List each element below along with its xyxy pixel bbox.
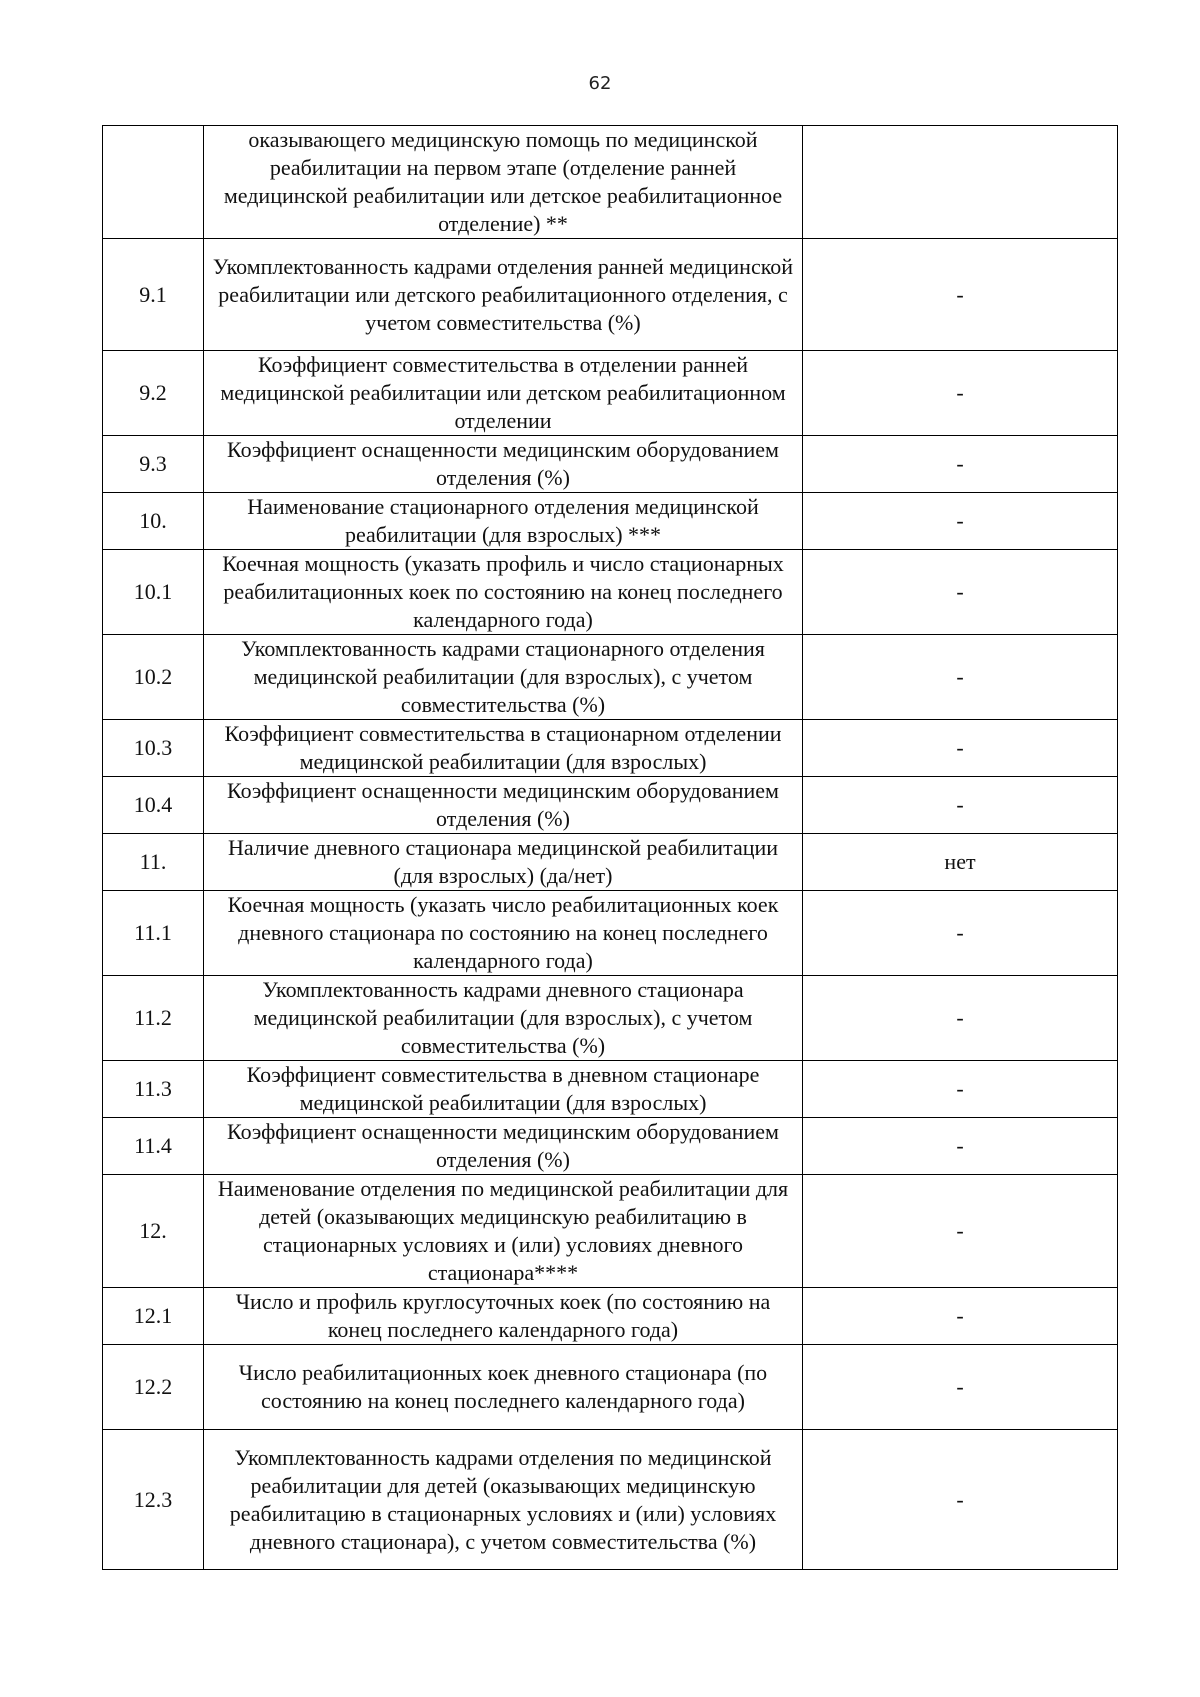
row-description: Укомплектованность кадрами отделения ранней медицинской реабилитации или детского реабилитационного отделения, с учетом совместительства (%) <box>204 239 803 351</box>
table-row <box>103 635 1118 720</box>
page-number: 62 <box>588 73 612 94</box>
row-value: - <box>803 891 1118 976</box>
table-row <box>103 720 1118 777</box>
row-description: оказывающего медицинскую помощь по медицинской реабилитации на первом этапе (отделение ранней медицинской реабилитации или детское реабилитационное отделение) ** <box>204 126 803 239</box>
row-description: Укомплектованность кадрами дневного стационара медицинской реабилитации (для взрослых), с учетом совместительства (%) <box>204 976 803 1061</box>
table-row <box>103 126 1118 239</box>
row-value: - <box>803 1061 1118 1118</box>
row-description: Коечная мощность (указать число реабилитационных коек дневного стационара по состоянию на конец последнего календарного года) <box>204 891 803 976</box>
row-number: 10.4 <box>103 777 204 834</box>
table-row <box>103 976 1118 1061</box>
row-description: Коэффициент оснащенности медицинским оборудованием отделения (%) <box>204 1118 803 1175</box>
row-number: 12.1 <box>103 1288 204 1345</box>
row-description: Коэффициент совместительства в отделении ранней медицинской реабилитации или детском реабилитационном отделении <box>204 351 803 436</box>
row-number: 11. <box>103 834 204 891</box>
row-number: 10.2 <box>103 635 204 720</box>
row-description: Наименование стационарного отделения медицинской реабилитации (для взрослых) *** <box>204 493 803 550</box>
row-value: - <box>803 1345 1118 1430</box>
row-description: Наименование отделения по медицинской реабилитации для детей (оказывающих медицинскую реабилитацию в стационарных условиях и (или) условиях дневного стационара**** <box>204 1175 803 1288</box>
row-value: - <box>803 777 1118 834</box>
table-row <box>103 1061 1118 1118</box>
table-row <box>103 493 1118 550</box>
table-row <box>103 1118 1118 1175</box>
row-description: Коэффициент совместительства в дневном стационаре медицинской реабилитации (для взрослых) <box>204 1061 803 1118</box>
indicators-table <box>102 125 1118 1570</box>
table-row <box>103 239 1118 351</box>
row-number: 9.2 <box>103 351 204 436</box>
row-description: Коэффициент оснащенности медицинским оборудованием отделения (%) <box>204 436 803 493</box>
table-row <box>103 351 1118 436</box>
row-number: 12. <box>103 1175 204 1288</box>
row-value: - <box>803 720 1118 777</box>
row-number <box>103 126 204 239</box>
row-value: нет <box>803 834 1118 891</box>
row-number: 12.2 <box>103 1345 204 1430</box>
row-number: 10. <box>103 493 204 550</box>
row-description: Укомплектованность кадрами стационарного отделения медицинской реабилитации (для взрослых), с учетом совместительства (%) <box>204 635 803 720</box>
row-value: - <box>803 1430 1118 1570</box>
row-number: 9.1 <box>103 239 204 351</box>
row-description: Наличие дневного стационара медицинской реабилитации (для взрослых) (да/нет) <box>204 834 803 891</box>
table-row <box>103 777 1118 834</box>
row-number: 9.3 <box>103 436 204 493</box>
table-row <box>103 891 1118 976</box>
row-number: 10.1 <box>103 550 204 635</box>
row-number: 11.1 <box>103 891 204 976</box>
row-number: 11.4 <box>103 1118 204 1175</box>
row-description: Коэффициент оснащенности медицинским оборудованием отделения (%) <box>204 777 803 834</box>
row-description: Число и профиль круглосуточных коек (по состоянию на конец последнего календарного года) <box>204 1288 803 1345</box>
table-row <box>103 1288 1118 1345</box>
row-number: 11.3 <box>103 1061 204 1118</box>
row-value: - <box>803 635 1118 720</box>
table-row <box>103 550 1118 635</box>
row-value: - <box>803 351 1118 436</box>
row-value: - <box>803 976 1118 1061</box>
row-value: - <box>803 1288 1118 1345</box>
row-value: - <box>803 1118 1118 1175</box>
row-number: 10.3 <box>103 720 204 777</box>
row-value: - <box>803 239 1118 351</box>
table-row <box>103 1430 1118 1570</box>
row-description: Коечная мощность (указать профиль и число стационарных реабилитационных коек по состоянию на конец последнего календарного года) <box>204 550 803 635</box>
row-description: Коэффициент совместительства в стационарном отделении медицинской реабилитации (для взрослых) <box>204 720 803 777</box>
table-row <box>103 1175 1118 1288</box>
row-description: Укомплектованность кадрами отделения по медицинской реабилитации для детей (оказывающих медицинскую реабилитацию в стационарных условиях и (или) условиях дневного стационара), с учетом совместительства (%) <box>204 1430 803 1570</box>
row-number: 11.2 <box>103 976 204 1061</box>
row-value: - <box>803 436 1118 493</box>
row-value: - <box>803 550 1118 635</box>
row-number: 12.3 <box>103 1430 204 1570</box>
table-row <box>103 834 1118 891</box>
row-value <box>803 126 1118 239</box>
table-row <box>103 1345 1118 1430</box>
row-value: - <box>803 493 1118 550</box>
row-value: - <box>803 1175 1118 1288</box>
row-description: Число реабилитационных коек дневного стационара (по состоянию на конец последнего календарного года) <box>204 1345 803 1430</box>
table-row <box>103 436 1118 493</box>
